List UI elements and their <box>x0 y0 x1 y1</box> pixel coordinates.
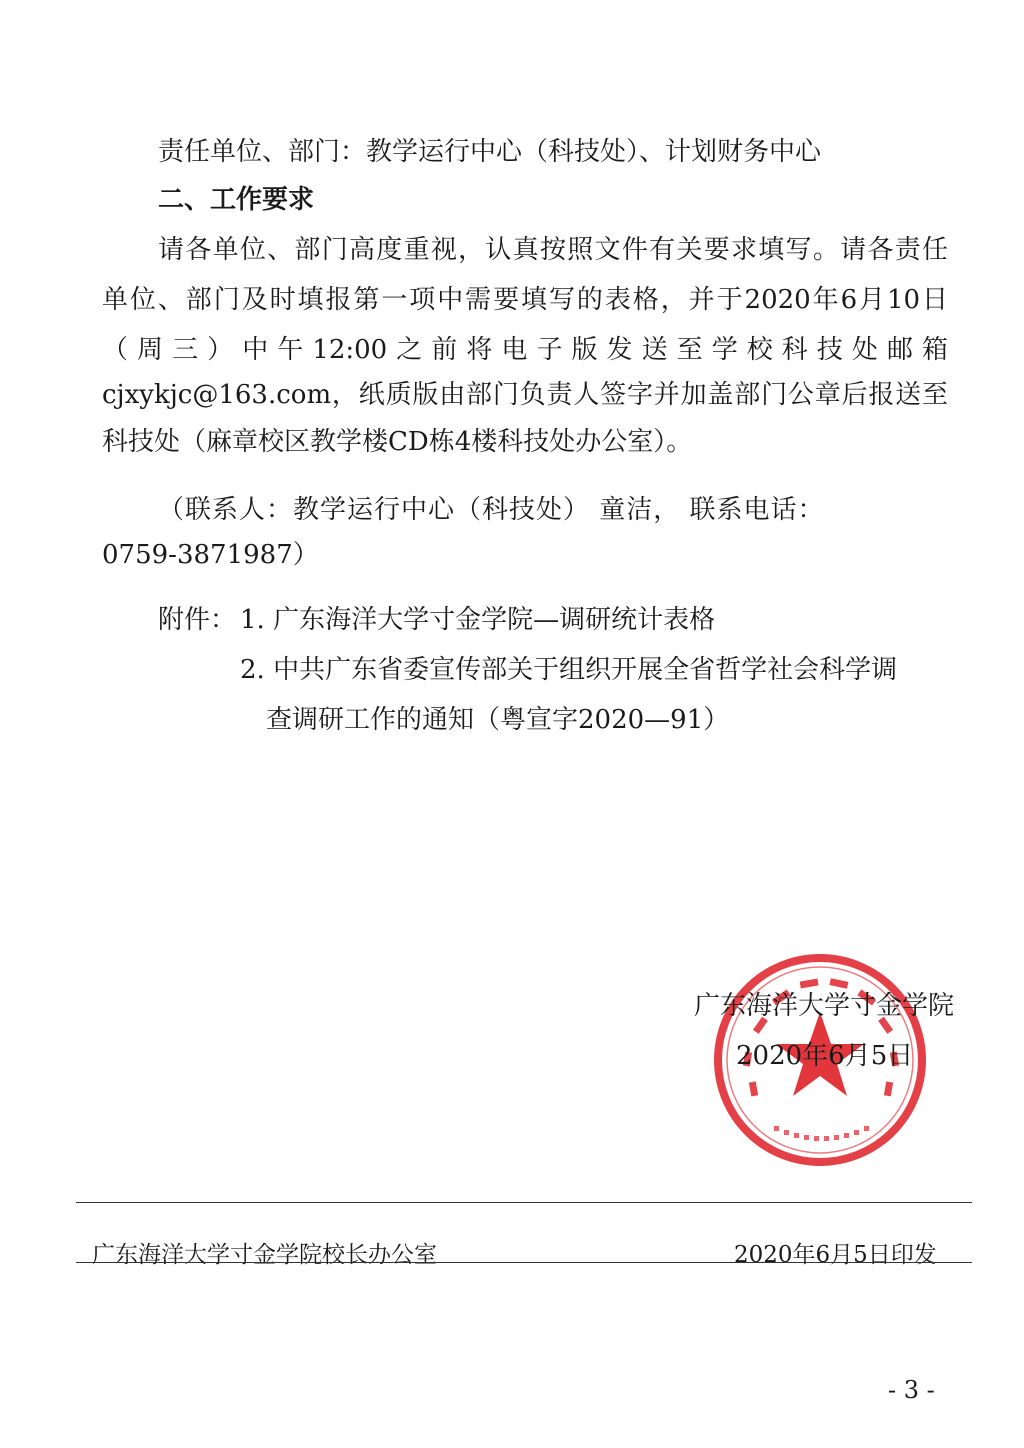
signature-org: 广东海洋大学寸金学院 <box>694 991 955 1021</box>
paragraph-line-5: 科技处（麻章校区教学楼CD栋4楼科技处办公室）。 <box>102 427 693 457</box>
attachment-item-2-line-2: 查调研工作的通知（粤宣字2020—91） <box>266 705 730 735</box>
contact-line-2: 0759-3871987） <box>102 540 319 570</box>
attachments-label: 附件： <box>158 605 237 635</box>
section-heading: 二、工作要求 <box>158 185 315 215</box>
footer-top-rule <box>76 1202 972 1203</box>
attachment-item-2-line-1: 2. 中共广东省委宣传部关于组织开展全省哲学社会科学调 <box>240 655 898 685</box>
page-number: - 3 - <box>888 1376 935 1404</box>
responsible-units: 责任单位、部门：教学运行中心（科技处）、计划财务中心 <box>158 137 822 167</box>
contact-line-1: （联系人：教学运行中心（科技处） 童洁， 联系电话： <box>158 495 825 525</box>
paragraph-line-4: cjxykjc@163.com，纸质版由部门负责人签字并加盖部门公章后报送至 <box>102 380 948 410</box>
paragraph-line-2: 单位、部门及时填报第一项中需要填写的表格，并于2020年6月10日 <box>102 285 948 315</box>
attachment-item-1: 1. 广东海洋大学寸金学院—调研统计表格 <box>240 605 716 635</box>
footer-print-date: 2020年6月5日印发 <box>734 1242 937 1268</box>
paragraph-line-1: 请各单位、部门高度重视，认真按照文件有关要求填写。请各责任 <box>158 235 948 265</box>
signature-date: 2020年6月5日 <box>736 1041 914 1071</box>
paragraph-line-3: （周三）中午12:00之前将电子版发送至学校科技处邮箱 <box>102 335 948 365</box>
footer-bottom-rule <box>76 1262 972 1263</box>
footer-issuer: 广东海洋大学寸金学院校长办公室 <box>92 1242 437 1268</box>
